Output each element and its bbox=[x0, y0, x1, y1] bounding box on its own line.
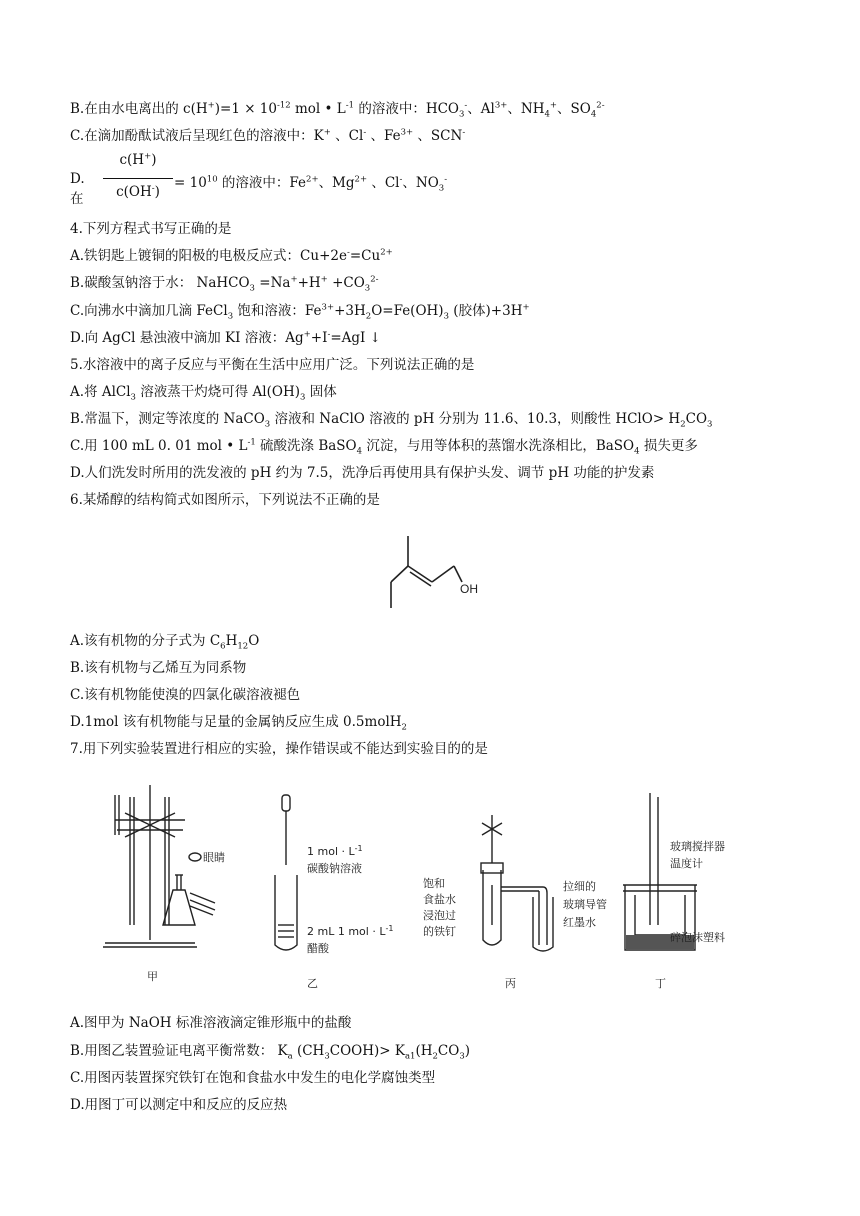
q6-option-d: D.1mol 该有机物能与足量的金属钠反应生成 0.5molH$_2$ bbox=[70, 714, 407, 733]
q4-option-b: B.碳酸氢钠溶于水： NaHCO$_3$ $=Na^++H^+ +CO_3^{2-}$ bbox=[70, 274, 379, 294]
apparatus-bing bbox=[481, 815, 553, 951]
yi-bottom-line2: 醋酸 bbox=[307, 942, 329, 955]
eye-label: 眼睛 bbox=[203, 851, 225, 864]
bing-label: 丙 bbox=[505, 977, 516, 990]
q4-option-d: D.向 AgCl 悬浊液中滴加 KI 溶液：Ag++I-=AgI ↓ bbox=[70, 329, 381, 346]
apparatus-yi bbox=[275, 795, 297, 950]
ding-right-3: 碎泡沫塑料 bbox=[670, 931, 725, 944]
bing-right-2: 玻璃导管 bbox=[563, 898, 607, 911]
q4-stem: 4.下列方程式书写正确的是 bbox=[70, 221, 232, 237]
q4-option-a: A.铁钥匙上镀铜的阳极的电极反应式：$Cu+2e^-=Cu^{2+}$ bbox=[70, 247, 393, 264]
q6-option-a: A.该有机物的分子式为 $C_6H_{12}O$ bbox=[70, 633, 260, 652]
apparatus-ding bbox=[623, 793, 697, 950]
oh-label: OH bbox=[460, 582, 478, 596]
bing-left-1: 饱和 bbox=[423, 877, 445, 890]
jia-label: 甲 bbox=[147, 970, 158, 983]
fraction-bar bbox=[103, 178, 173, 179]
q4-option-c: C.向沸水中滴加几滴 FeCl$_3$ 饱和溶液：$Fe^{3+}+3H_2O=Fe(OH)_3$ (胶体)+3H+ bbox=[70, 302, 530, 322]
yi-label: 乙 bbox=[307, 977, 318, 990]
q5-option-c: C.用 100 mL 0. 01 mol • $L^{-1}$ 硫酸洗涤 BaSO$_4$ 沉淀，与用等体积的蒸馏水洗涤相比，BaSO$_4$ 损失更多 bbox=[70, 437, 698, 457]
q6-stem: 6.某烯醇的结构简式如图所示，下列说法不正确的是 bbox=[70, 492, 380, 508]
q7-option-b: B.用图乙装置验证电离平衡常数： $K_a$ $(CH_3COOH)> K_{a1}(H_2CO_3)$ bbox=[70, 1043, 471, 1062]
fraction-denominator: c(OH-) bbox=[116, 183, 160, 200]
yi-top-line1: 1 mol · $L^{-1}$ bbox=[307, 844, 363, 858]
q3-option-c: C.在滴加酚酞试液后呈现红色的溶液中：K+ 、Cl- 、$Fe^{3+}$ 、SCN- bbox=[70, 127, 466, 144]
q7-option-c: C.用图丙装置探究铁钉在饱和食盐水中发生的电化学腐蚀类型 bbox=[70, 1070, 436, 1086]
apparatus-jia bbox=[103, 785, 215, 947]
q7-option-a: A.图甲为 NaOH 标准溶液滴定锥形瓶中的盐酸 bbox=[70, 1015, 352, 1031]
q6-option-b: B.该有机物与乙烯互为同系物 bbox=[70, 660, 247, 676]
q5-option-b: B.常温下，测定等浓度的 NaCO$_3$ 溶液和 NaClO 溶液的 pH 分别为 11.6、10.3，则酸性 HClO> $H_2CO_3$ bbox=[70, 411, 713, 430]
fraction-numerator: c(H+) bbox=[119, 151, 157, 168]
bing-left-4: 的铁钉 bbox=[423, 925, 456, 938]
q7-stem: 7.用下列实验装置进行相应的实验，操作错误或不能达到实验目的的是 bbox=[70, 741, 488, 757]
q5-stem: 5.水溶液中的离子反应与平衡在生活中应用广泛。下列说法正确的是 bbox=[70, 357, 475, 373]
bing-left-3: 浸泡过 bbox=[423, 909, 456, 922]
ding-right-2: 温度计 bbox=[670, 857, 703, 870]
q3-option-b: B.在由水电离出的 $c(H^+)=1 \times 10^{-12}$ mol • $L^{-1}$ 的溶液中：$HCO_3^-$、$Al^{3+}$、$NH_4^+$、$SO_4^{2-}$ bbox=[70, 100, 605, 120]
q7-option-d: D.用图丁可以测定中和反应的反应热 bbox=[70, 1097, 288, 1113]
experiment-apparatus-figure bbox=[95, 775, 775, 1000]
q6-option-c: C.该有机物能使溴的四氯化碳溶液褪色 bbox=[70, 687, 301, 703]
bing-left-2: 食盐水 bbox=[423, 893, 456, 906]
ding-right-1: 玻璃搅拌器 bbox=[670, 840, 725, 853]
q5-option-d: D.人们洗发时所用的洗发液的 pH 约为 7.5，洗净后再使用具有保护头发、调节 pH 功能的护发素 bbox=[70, 465, 655, 481]
bing-right-3: 红墨水 bbox=[563, 916, 596, 929]
enol-structure-figure bbox=[380, 530, 490, 612]
bing-right-1: 拉细的 bbox=[563, 880, 596, 893]
yi-top-line2: 碳酸钠溶液 bbox=[307, 862, 362, 875]
q5-option-a: A.将 AlCl$_3$ 溶液蒸干灼烧可得 $Al(OH)_3$ 固体 bbox=[70, 384, 337, 403]
yi-bottom-line1: 2 mL 1 mol · $L^{-1}$ bbox=[307, 924, 394, 938]
ding-label: 丁 bbox=[655, 977, 666, 990]
